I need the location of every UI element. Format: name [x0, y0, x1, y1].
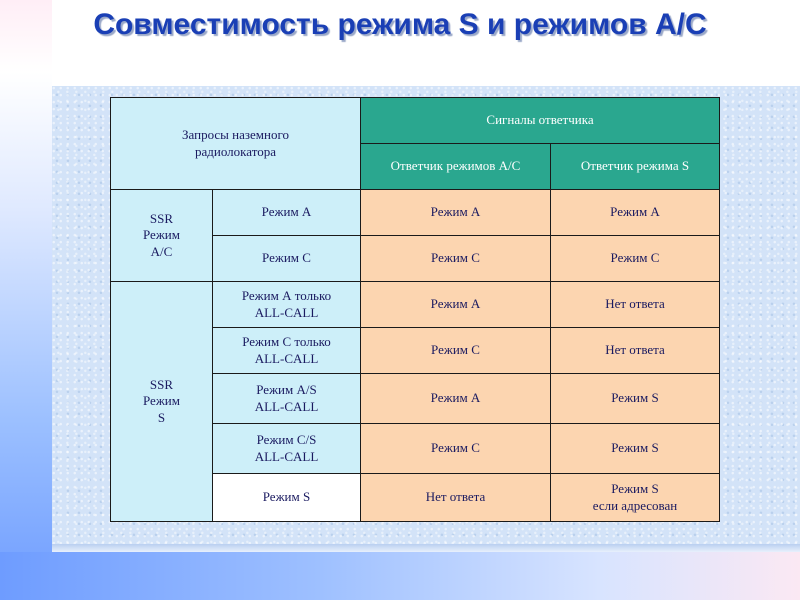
slide-title: Совместимость режима S и режимов A/C — [93, 8, 707, 41]
row-s-response: Нет ответа — [551, 328, 720, 374]
compatibility-table — [110, 97, 720, 522]
row-mode: Режим A/S ALL-CALL — [213, 374, 361, 424]
row-s-response: Режим С — [551, 236, 720, 282]
group-ssr-ac: SSR Режим A/C — [111, 190, 213, 282]
ground-queries-header: Запросы наземного радиолокатора — [111, 98, 361, 190]
row-ac-response: Режим А — [361, 374, 551, 424]
row-s-response: Режим S — [551, 424, 720, 474]
row-ac-response: Режим А — [361, 190, 551, 236]
row-s-response: Режим S — [551, 374, 720, 424]
panel-bottom-border — [52, 544, 800, 552]
transponder-signals-header: Сигналы ответчика — [361, 98, 720, 144]
row-mode: Режим А — [213, 190, 361, 236]
row-mode: Режим С — [213, 236, 361, 282]
row-ac-response: Режим А — [361, 282, 551, 328]
row-ac-response: Режим С — [361, 328, 551, 374]
row-s-response: Режим А — [551, 190, 720, 236]
group-ssr-s: SSR Режим S — [111, 282, 213, 522]
s-transponder-header: Ответчик режима S — [551, 144, 720, 190]
row-ac-response: Режим С — [361, 236, 551, 282]
row-mode: Режим C/S ALL-CALL — [213, 424, 361, 474]
row-ac-response: Нет ответа — [361, 474, 551, 522]
ac-transponder-header: Ответчик режимов A/C — [361, 144, 551, 190]
row-mode: Режим С только ALL-CALL — [213, 328, 361, 374]
bottom-gradient-band — [0, 552, 800, 600]
row-mode: Режим S — [213, 474, 361, 522]
row-ac-response: Режим С — [361, 424, 551, 474]
row-s-response: Режим S если адресован — [551, 474, 720, 522]
row-s-response: Нет ответа — [551, 282, 720, 328]
left-gradient-band — [0, 0, 52, 600]
row-mode: Режим А только ALL-CALL — [213, 282, 361, 328]
